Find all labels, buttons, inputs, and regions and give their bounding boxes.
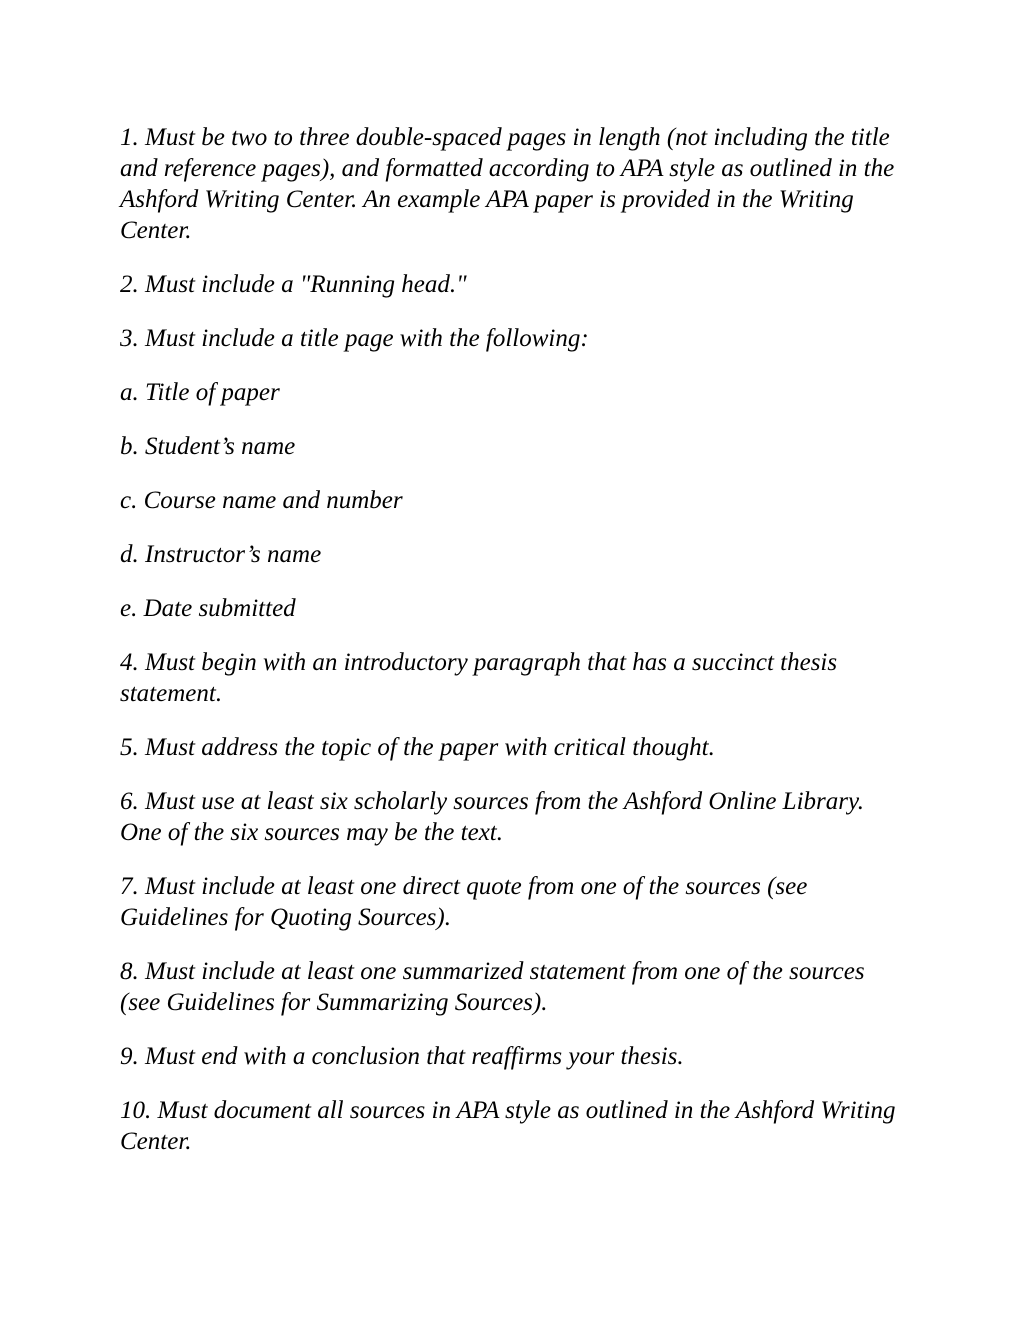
title-page-item-a: a. Title of paper xyxy=(120,379,280,406)
title-page-item-d: d. Instructor’s name xyxy=(120,541,322,568)
requirement-7: 7. Must include at least one direct quote from one of the sources (see Guidelines for Quoting Sources). xyxy=(120,873,808,931)
requirement-10: 10. Must document all sources in APA style as outlined in the Ashford Writing Center. xyxy=(120,1097,896,1155)
requirement-5: 5. Must address the topic of the paper with critical thought. xyxy=(120,734,715,761)
requirement-3: 3. Must include a title page with the following: xyxy=(120,325,589,352)
requirements-list xyxy=(120,122,910,1180)
requirement-8: 8. Must include at least one summarized statement from one of the sources (see Guidelines for Summarizing Sources). xyxy=(120,958,865,1016)
requirement-6: 6. Must use at least six scholarly sources from the Ashford Online Library. One of the six sources may be the text. xyxy=(120,788,864,846)
requirement-1: 1. Must be two to three double-spaced pages in length (not including the title and reference pages), and formatted according to APA style as outlined in the Ashford Writing Center. An example APA paper is provided in the Writing Center. xyxy=(120,124,895,244)
requirement-4: 4. Must begin with an introductory paragraph that has a succinct thesis statement. xyxy=(120,649,838,707)
requirement-9: 9. Must end with a conclusion that reaffirms your thesis. xyxy=(120,1043,684,1070)
title-page-item-b: b. Student’s name xyxy=(120,433,296,460)
title-page-item-e: e. Date submitted xyxy=(120,595,296,622)
title-page-item-c: c. Course name and number xyxy=(120,487,403,514)
requirement-2: 2. Must include a "Running head." xyxy=(120,271,467,298)
